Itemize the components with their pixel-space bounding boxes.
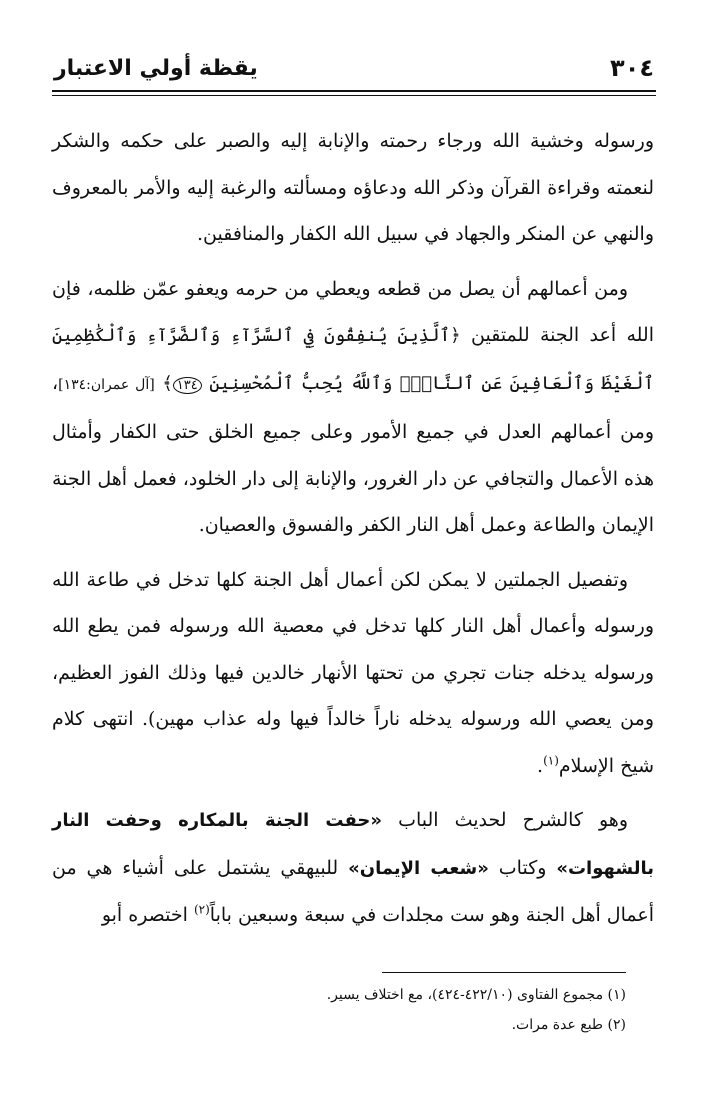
quran-close-bracket: ﴾ — [162, 372, 173, 394]
running-title: يقظة أولي الاعتبار — [54, 55, 258, 81]
paragraph-3 — [52, 557, 654, 790]
book-title: «شعب الإيمان» — [348, 857, 489, 879]
footnote-1: (١) مجموع الفتاوى (٤٢٢/١٠-٤٢٤)، مع اختلاف يسير. — [326, 987, 626, 1003]
header-rule — [52, 90, 656, 96]
paragraph-4-text-c: للبيهقي يشتمل على أشياء هي من أعمال أهل الجنة وهو ست مجلدات في سبعة وسبعين باباً — [52, 856, 654, 926]
footnote-marker-1: (١) — [543, 753, 559, 768]
hadith-quote: «حفت الجنة بالمكاره وحفت النار بالشهوات» — [52, 810, 654, 879]
paragraph-1: ورسوله وخشية الله ورجاء رحمته والإنابة إليه والصبر على حكمه والشكر لنعمته وقراءة القرآن وذكر الله ودعاؤه ومسألته والرغبة إليه والأمر بالمعروف والنهي عن المنكر والجهاد في سبيل الله الكفار والمنافقين. — [52, 130, 654, 245]
footnote-2: (٢) طبع عدة مرات. — [511, 1017, 626, 1033]
footnote-marker-2: (٢) — [193, 902, 210, 917]
footnote-rule — [382, 972, 626, 973]
paragraph-4-text-b: وكتاب — [498, 856, 547, 879]
body-text — [52, 118, 654, 947]
paragraph-2-text-b: ، ومن أعمالهم العدل في جميع الأمور وعلى جميع الخلق حتى الكفار وأمثال هذه الأعمال والتجافي عن دار الغرور، والإنابة إلى دار الخلود، فعمل أهل الجنة الإيمان والطاعة وعمل أهل النار الكفر والفسوق والعصيان. — [52, 371, 654, 536]
paragraph-3-text: وتفصيل الجملتين لا يمكن لكن أعمال أهل الجنة كلها تدخل في طاعة الله ورسوله وأعمال أهل النار كلها تدخل في معصية الله ورسوله فمن يطع الله ورسوله يدخله جنات تجري من تحتها الأنهار خالدين فيها وذلك الفوز العظيم، ومن يعصي الله ورسوله يدخله ناراً خالداً فيها وله عذاب مهين). انتهى كلام شيخ الإسلام — [52, 568, 654, 777]
paragraph-2-text-a: ومن أعمالهم أن يصل من قطعه ويعطي من حرمه ويعفو عمّن ظلمه، فإن الله أعد الجنة للمتقين — [52, 277, 655, 346]
paragraph-2 — [52, 266, 654, 549]
paragraph-4-text-a: وهو كالشرح لحديث الباب — [398, 809, 629, 831]
paragraph-4-text-d: اختصره أبو — [101, 904, 188, 926]
verse-reference: [آل عمران:١٣٤] — [58, 376, 155, 393]
paragraph-3-end: . — [537, 754, 544, 777]
paragraph-4 — [52, 797, 654, 939]
footnotes — [60, 980, 626, 1040]
quran-verse: ﴿ٱلَّذِينَ يُنفِقُونَ فِي ٱلسَّرَّآءِ وَٱلضَّرَّآءِ وَٱلْكَٰظِمِينَ ٱلْغَيْظَ وَٱلْعَافِينَ عَنِ ٱلنَّاسِۗ وَٱللَّهُ يُحِبُّ ٱلْمُحْسِنِينَ — [52, 325, 654, 394]
page-number: ٣٠٤ — [610, 54, 654, 82]
ayah-number-mark: ١٣٤ — [173, 377, 202, 394]
page-header — [54, 48, 654, 88]
